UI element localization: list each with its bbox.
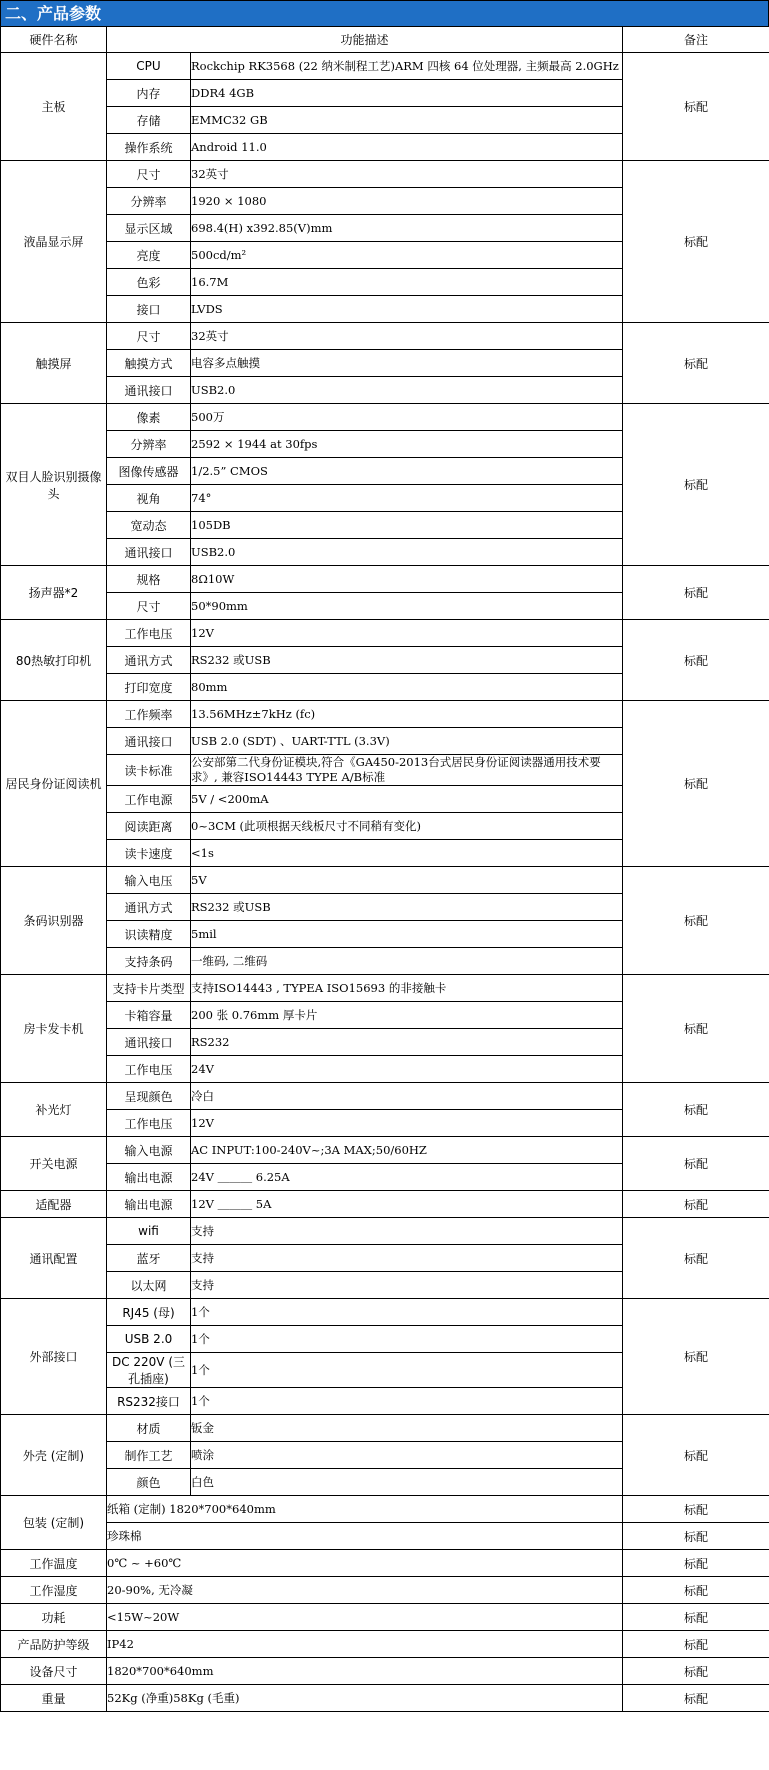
spec-label-cell: 分辨率 (107, 188, 191, 215)
spec-value-cell: 32英寸 (191, 161, 623, 188)
spec-value-cell: 74° (191, 485, 623, 512)
spec-value-cell: 支持 (191, 1245, 623, 1272)
table-row (1, 404, 769, 431)
spec-label-cell: 呈现颜色 (107, 1083, 191, 1110)
table-row (1, 1550, 769, 1577)
spec-value-cell: 16.7M (191, 269, 623, 296)
hardware-name-cell: 设备尺寸 (1, 1658, 107, 1685)
hardware-name-cell: 房卡发卡机 (1, 975, 107, 1083)
header-note: 备注 (623, 27, 769, 53)
table-row (1, 161, 769, 188)
hardware-name-cell: 条码识别器 (1, 867, 107, 975)
hardware-name-cell: 外部接口 (1, 1299, 107, 1415)
spec-label-cell: 通讯方式 (107, 894, 191, 921)
spec-value-cell: 冷白 (191, 1083, 623, 1110)
spec-label-cell: 操作系统 (107, 134, 191, 161)
spec-label-cell: 像素 (107, 404, 191, 431)
spec-label-cell: 尺寸 (107, 161, 191, 188)
note-cell: 标配 (623, 1604, 769, 1631)
spec-value-cell: 0℃ ~ +60℃ (107, 1550, 623, 1577)
spec-value-cell: 12V (191, 620, 623, 647)
spec-label-cell: 制作工艺 (107, 1442, 191, 1469)
spec-value-cell: 698.4(H) x392.85(V)mm (191, 215, 623, 242)
spec-value-cell: 32英寸 (191, 323, 623, 350)
spec-table (0, 26, 769, 1712)
spec-label-cell: 支持卡片类型 (107, 975, 191, 1002)
spec-label-cell: 以太网 (107, 1272, 191, 1299)
spec-label-cell: 存储 (107, 107, 191, 134)
note-cell: 标配 (623, 1299, 769, 1415)
spec-label-cell: 颜色 (107, 1469, 191, 1496)
note-cell: 标配 (623, 1218, 769, 1299)
table-row (1, 620, 769, 647)
table-row (1, 701, 769, 728)
spec-label-cell: 色彩 (107, 269, 191, 296)
spec-value-cell: DDR4 4GB (191, 80, 623, 107)
spec-value-cell: RS232 (191, 1029, 623, 1056)
spec-label-cell: 输出电源 (107, 1164, 191, 1191)
spec-label-cell: 通讯接口 (107, 377, 191, 404)
spec-value-cell: 1个 (191, 1299, 623, 1326)
table-row (1, 975, 769, 1002)
spec-value-cell: 24V (191, 1056, 623, 1083)
header-hardware: 硬件名称 (1, 27, 107, 53)
spec-value-cell: 12V (191, 1110, 623, 1137)
hardware-name-cell: 双目人脸识别摄像头 (1, 404, 107, 566)
spec-value-cell: 0~3CM (此项根据天线板尺寸不同稍有变化) (191, 813, 623, 840)
spec-label-cell: 材质 (107, 1415, 191, 1442)
spec-label-cell: 打印宽度 (107, 674, 191, 701)
note-cell: 标配 (623, 566, 769, 620)
spec-value-cell: 5V / <200mA (191, 786, 623, 813)
spec-label-cell: RS232接口 (107, 1388, 191, 1415)
table-row (1, 1604, 769, 1631)
spec-value-cell: 1820*700*640mm (107, 1658, 623, 1685)
spec-value-cell: 13.56MHz±7kHz (fc) (191, 701, 623, 728)
spec-value-cell: 105DB (191, 512, 623, 539)
spec-label-cell: 亮度 (107, 242, 191, 269)
spec-label-cell: 接口 (107, 296, 191, 323)
spec-value-cell: 一维码, 二维码 (191, 948, 623, 975)
spec-value-cell: 电容多点触摸 (191, 350, 623, 377)
hardware-name-cell: 液晶显示屏 (1, 161, 107, 323)
spec-label-cell: 工作电压 (107, 620, 191, 647)
spec-value-cell: 12V ＿＿＿ 5A (191, 1191, 623, 1218)
hardware-name-cell: 触摸屏 (1, 323, 107, 404)
table-row (1, 1191, 769, 1218)
spec-label-cell: 通讯方式 (107, 647, 191, 674)
note-cell: 标配 (623, 1685, 769, 1712)
table-row (1, 1299, 769, 1326)
note-cell: 标配 (623, 53, 769, 161)
note-cell: 标配 (623, 1415, 769, 1496)
spec-label-cell: 工作电压 (107, 1110, 191, 1137)
spec-value-cell: 支持ISO14443 , TYPEA ISO15693 的非接触卡 (191, 975, 623, 1002)
table-row (1, 323, 769, 350)
spec-label-cell: 尺寸 (107, 323, 191, 350)
spec-label-cell: 通讯接口 (107, 539, 191, 566)
spec-label-cell: USB 2.0 (107, 1326, 191, 1353)
spec-label-cell: 尺寸 (107, 593, 191, 620)
table-row (1, 1083, 769, 1110)
spec-value-cell: 500cd/m² (191, 242, 623, 269)
spec-value-cell: 1个 (191, 1353, 623, 1388)
spec-value-cell: USB2.0 (191, 539, 623, 566)
spec-value-cell: LVDS (191, 296, 623, 323)
spec-label-cell: 显示区域 (107, 215, 191, 242)
spec-value-cell: 支持 (191, 1218, 623, 1245)
hardware-name-cell: 外壳 (定制) (1, 1415, 107, 1496)
hardware-name-cell: 补光灯 (1, 1083, 107, 1137)
spec-label-cell: RJ45 (母) (107, 1299, 191, 1326)
spec-label-cell: 输出电源 (107, 1191, 191, 1218)
spec-value-cell: 80mm (191, 674, 623, 701)
spec-value-cell: 白色 (191, 1469, 623, 1496)
spec-label-cell: 规格 (107, 566, 191, 593)
note-cell: 标配 (623, 1577, 769, 1604)
note-cell: 标配 (623, 1550, 769, 1577)
note-cell: 标配 (623, 1631, 769, 1658)
spec-label-cell: 触摸方式 (107, 350, 191, 377)
table-row (1, 1415, 769, 1442)
note-cell: 标配 (623, 867, 769, 975)
spec-label-cell: 读卡标准 (107, 755, 191, 786)
spec-label-cell: 工作频率 (107, 701, 191, 728)
hardware-name-cell: 工作温度 (1, 1550, 107, 1577)
note-cell: 标配 (623, 1083, 769, 1137)
spec-value-cell: 2592 × 1944 at 30fps (191, 431, 623, 458)
spec-value-cell: USB2.0 (191, 377, 623, 404)
spec-value-cell: 钣金 (191, 1415, 623, 1442)
spec-value-cell: <15W~20W (107, 1604, 623, 1631)
spec-value-cell: 公安部第二代身份证模块,符合《GA450-2013台式居民身份证阅读器通用技术要求》, 兼容ISO14443 TYPE A/B标准 (191, 755, 623, 786)
spec-value-cell: AC INPUT:100-240V~;3A MAX;50/60HZ (191, 1137, 623, 1164)
spec-label-cell: 读卡速度 (107, 840, 191, 867)
spec-value-cell: 50*90mm (191, 593, 623, 620)
table-row (1, 1577, 769, 1604)
table-row (1, 1137, 769, 1164)
table-row (1, 53, 769, 80)
hardware-name-cell: 开关电源 (1, 1137, 107, 1191)
spec-value-cell: 喷涂 (191, 1442, 623, 1469)
spec-value-cell: RS232 或USB (191, 894, 623, 921)
spec-value-cell: 5mil (191, 921, 623, 948)
hardware-name-cell: 通讯配置 (1, 1218, 107, 1299)
spec-label-cell: CPU (107, 53, 191, 80)
spec-label-cell: 图像传感器 (107, 458, 191, 485)
spec-label-cell: 卡箱容量 (107, 1002, 191, 1029)
spec-value-cell: 1个 (191, 1388, 623, 1415)
header-function: 功能描述 (107, 27, 623, 53)
spec-label-cell: 通讯接口 (107, 728, 191, 755)
note-cell: 标配 (623, 1137, 769, 1191)
spec-label-cell: 支持条码 (107, 948, 191, 975)
table-row (1, 566, 769, 593)
table-row (1, 1658, 769, 1685)
hardware-name-cell: 产品防护等级 (1, 1631, 107, 1658)
table-row (1, 1523, 769, 1550)
spec-label-cell: 输入电压 (107, 867, 191, 894)
note-cell: 标配 (623, 1523, 769, 1550)
hardware-name-cell: 重量 (1, 1685, 107, 1712)
spec-value-cell: 1/2.5” CMOS (191, 458, 623, 485)
hardware-name-cell: 主板 (1, 53, 107, 161)
hardware-name-cell: 适配器 (1, 1191, 107, 1218)
spec-value-cell: 1920 × 1080 (191, 188, 623, 215)
hardware-name-cell: 扬声器*2 (1, 566, 107, 620)
spec-value-cell: RS232 或USB (191, 647, 623, 674)
note-cell: 标配 (623, 323, 769, 404)
note-cell: 标配 (623, 1658, 769, 1685)
note-cell: 标配 (623, 404, 769, 566)
spec-label-cell: DC 220V (三孔插座) (107, 1353, 191, 1388)
hardware-name-cell: 80热敏打印机 (1, 620, 107, 701)
spec-value-cell: 500万 (191, 404, 623, 431)
section-title: 二、产品参数 (0, 0, 769, 26)
spec-value-cell: 支持 (191, 1272, 623, 1299)
spec-value-cell: USB 2.0 (SDT) 、UART-TTL (3.3V) (191, 728, 623, 755)
spec-value-cell: Android 11.0 (191, 134, 623, 161)
spec-label-cell: 蓝牙 (107, 1245, 191, 1272)
hardware-name-cell: 工作湿度 (1, 1577, 107, 1604)
spec-label-cell: 工作电源 (107, 786, 191, 813)
spec-value-cell: 8Ω10W (191, 566, 623, 593)
spec-value-cell: 1个 (191, 1326, 623, 1353)
hardware-name-cell: 居民身份证阅读机 (1, 701, 107, 867)
table-row (1, 1631, 769, 1658)
spec-label-cell: 内存 (107, 80, 191, 107)
spec-label-cell: 阅读距离 (107, 813, 191, 840)
spec-label-cell: 分辨率 (107, 431, 191, 458)
note-cell: 标配 (623, 620, 769, 701)
spec-label-cell: 工作电压 (107, 1056, 191, 1083)
note-cell: 标配 (623, 701, 769, 867)
spec-value-cell: 20-90%, 无冷凝 (107, 1577, 623, 1604)
hardware-name-cell: 包装 (定制) (1, 1496, 107, 1550)
spec-value-cell: 200 张 0.76mm 厚卡片 (191, 1002, 623, 1029)
spec-label-cell: 识读精度 (107, 921, 191, 948)
table-row (1, 1496, 769, 1523)
table-row (1, 1685, 769, 1712)
spec-label-cell: 通讯接口 (107, 1029, 191, 1056)
table-row (1, 1218, 769, 1245)
note-cell: 标配 (623, 975, 769, 1083)
spec-value-cell: 珍珠棉 (107, 1523, 623, 1550)
table-row (1, 867, 769, 894)
spec-value-cell: 52Kg (净重)58Kg (毛重) (107, 1685, 623, 1712)
spec-value-cell: <1s (191, 840, 623, 867)
note-cell: 标配 (623, 1496, 769, 1523)
spec-value-cell: 纸箱 (定制) 1820*700*640mm (107, 1496, 623, 1523)
note-cell: 标配 (623, 161, 769, 323)
spec-value-cell: 5V (191, 867, 623, 894)
spec-value-cell: 24V ＿＿＿ 6.25A (191, 1164, 623, 1191)
spec-label-cell: 视角 (107, 485, 191, 512)
spec-label-cell: wifi (107, 1218, 191, 1245)
spec-value-cell: IP42 (107, 1631, 623, 1658)
hardware-name-cell: 功耗 (1, 1604, 107, 1631)
table-header-row (1, 27, 769, 53)
spec-label-cell: 宽动态 (107, 512, 191, 539)
spec-value-cell: EMMC32 GB (191, 107, 623, 134)
note-cell: 标配 (623, 1191, 769, 1218)
spec-value-cell: Rockchip RK3568 (22 纳米制程工艺)ARM 四核 64 位处理器, 主频最高 2.0GHz (191, 53, 623, 80)
spec-label-cell: 输入电源 (107, 1137, 191, 1164)
